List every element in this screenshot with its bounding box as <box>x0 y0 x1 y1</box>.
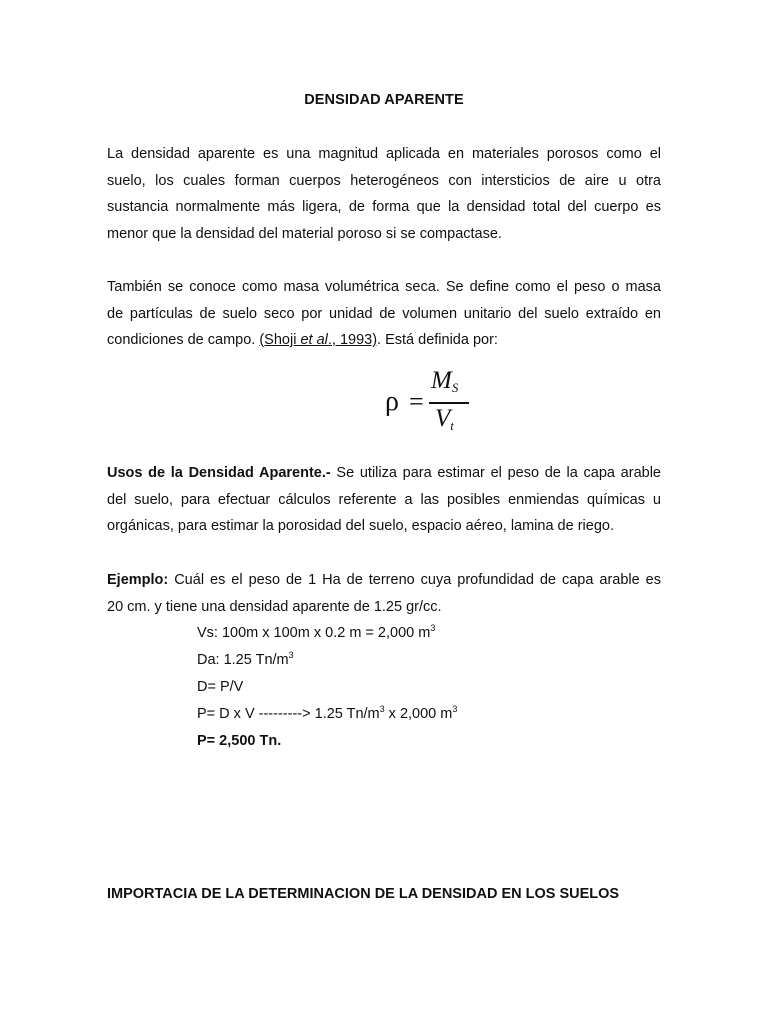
paragraph-line <box>107 327 661 354</box>
paragraph-definition <box>107 141 661 247</box>
paragraph-line: suelo, los cuales forman cuerpos heterogéneos con intersticios de aire u otra <box>107 172 661 189</box>
formula-denominator <box>435 405 454 434</box>
line-text: Se utiliza para estimar el peso de la capa arable <box>330 465 661 481</box>
denominator-subscript: t <box>450 418 454 433</box>
calc-density <box>197 652 294 668</box>
density-formula <box>385 368 495 438</box>
paragraph-line <box>107 567 661 594</box>
citation-author: (Shoji <box>259 332 301 348</box>
numerator-subscript: S <box>451 380 459 395</box>
calc-result: P= 2,500 Tn. <box>197 733 282 749</box>
section-heading: IMPORTACIA DE LA DETERMINACION DE LA DENSIDAD EN LOS SUELOS <box>107 886 620 902</box>
paragraph-line: sustancia normalmente más ligera, de forma que la densidad total del cuerpo es <box>107 199 661 215</box>
formula-lhs: ρ <box>385 386 399 417</box>
calc-text: Da: 1.25 Tn/m <box>197 652 289 668</box>
denominator-symbol: V <box>435 405 451 432</box>
paragraph-line: 20 cm. y tiene una densidad aparente de 1.25 gr/cc. <box>107 598 442 615</box>
fraction-bar <box>429 402 469 404</box>
line-text: . Está definida por: <box>377 332 498 348</box>
page-title: DENSIDAD APARENTE <box>304 92 464 108</box>
paragraph-volumetric-mass <box>107 274 661 354</box>
citation-link[interactable] <box>259 332 377 348</box>
exponent: 3 <box>379 704 385 714</box>
numerator-symbol: M <box>431 367 452 394</box>
exponent: 3 <box>288 650 294 660</box>
exponent: 3 <box>452 704 458 714</box>
paragraph-line: del suelo, para efectuar cálculos referente a las posibles enmiendas químicas u <box>107 491 661 508</box>
citation-etal: et al <box>300 332 328 348</box>
calc-formula: D= P/V <box>197 679 244 695</box>
calc-text: Vs: 100m x 100m x 0.2 m = 2,000 m <box>197 625 431 641</box>
paragraph-line <box>107 460 661 487</box>
paragraph-line: de partículas de suelo seco por unidad de volumen unitario del suelo extraído en <box>107 305 661 322</box>
paragraph-line: También se conoce como masa volumétrica seca. Se define como el peso o masa <box>107 279 661 295</box>
paragraph-example <box>107 567 661 620</box>
line-text: condiciones de campo. <box>107 332 260 348</box>
calc-text: x 2,000 m <box>384 706 453 722</box>
example-label: Ejemplo: <box>107 572 169 588</box>
calc-volume <box>197 625 435 641</box>
paragraph-line: La densidad aparente es una magnitud aplicada en materiales porosos como el <box>107 146 661 162</box>
exponent: 3 <box>430 623 436 633</box>
formula-numerator <box>431 367 458 396</box>
line-text: Cuál es el peso de 1 Ha de terreno cuya profundidad de capa arable es <box>168 572 661 588</box>
calc-text: P= D x V ---------> 1.25 Tn/m <box>197 706 380 722</box>
paragraph-line: orgánicas, para estimar la porosidad del suelo, espacio aéreo, lamina de riego. <box>107 518 614 534</box>
section-label: Usos de la Densidad Aparente.- <box>107 465 331 481</box>
paragraph-line: menor que la densidad del material poroso si se compactase. <box>107 225 502 242</box>
formula-equals: = <box>409 387 424 416</box>
calc-weight <box>197 706 457 722</box>
citation-year: ., 1993) <box>327 332 378 348</box>
paragraph-uses <box>107 460 661 540</box>
